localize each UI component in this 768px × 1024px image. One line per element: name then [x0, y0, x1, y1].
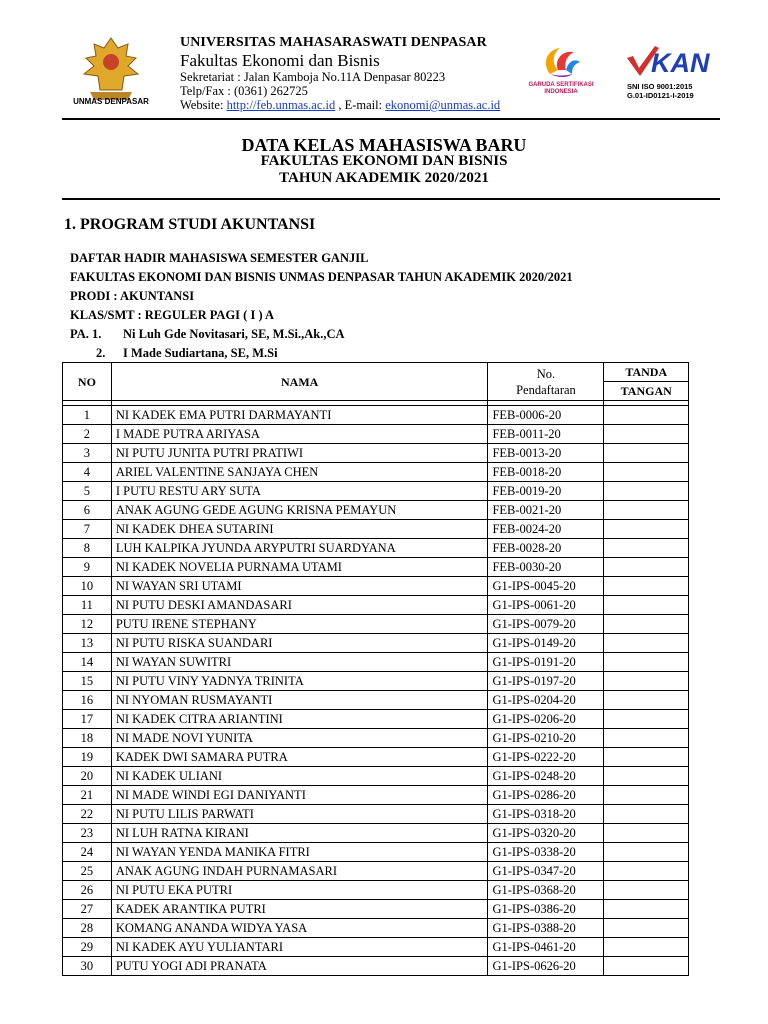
row-number: 18 — [63, 729, 112, 748]
table-row — [63, 672, 689, 691]
table-row — [63, 729, 689, 748]
registration-number: G1-IPS-0204-20 — [488, 691, 604, 710]
signature-cell — [604, 824, 689, 843]
signature-cell — [604, 805, 689, 824]
row-number: 3 — [63, 444, 112, 463]
signature-cell — [604, 444, 689, 463]
signature-cell — [604, 463, 689, 482]
student-name: NI PUTU DESKI AMANDASARI — [111, 596, 488, 615]
signature-cell — [604, 710, 689, 729]
registration-number: G1-IPS-0626-20 — [488, 957, 604, 976]
header-no: NO — [63, 363, 112, 401]
row-number: 5 — [63, 482, 112, 501]
signature-cell — [604, 558, 689, 577]
page-subtitle-year: TAHUN AKADEMIK 2020/2021 — [279, 170, 489, 186]
advisor-2-number: 2. — [96, 346, 106, 360]
advisor-1-name: Ni Luh Gde Novitasari, SE, M.Si.,Ak.,CA — [123, 327, 345, 341]
table-row — [63, 501, 689, 520]
info-advisor-1 — [70, 327, 345, 342]
address-line: Sekretariat : Jalan Kamboja No.11A Denpasar 80223 — [180, 70, 446, 84]
row-number: 15 — [63, 672, 112, 691]
page-subtitle-faculty: FAKULTAS EKONOMI DAN BISNIS — [260, 153, 508, 169]
table-body — [63, 406, 689, 976]
student-name: NI WAYAN SRI UTAMI — [111, 577, 488, 596]
table-row — [63, 634, 689, 653]
registration-number: FEB-0013-20 — [488, 444, 604, 463]
contact-line — [180, 98, 500, 113]
row-number: 2 — [63, 425, 112, 444]
email-label: , E-mail: — [335, 98, 386, 112]
header-registration — [488, 363, 604, 401]
student-name: NI KADEK DHEA SUTARINI — [111, 520, 488, 539]
student-name: ARIEL VALENTINE SANJAYA CHEN — [111, 463, 488, 482]
row-number: 22 — [63, 805, 112, 824]
student-name: LUH KALPIKA JYUNDA ARYPUTRI SUARDYANA — [111, 539, 488, 558]
registration-number: FEB-0028-20 — [488, 539, 604, 558]
table-row — [63, 463, 689, 482]
table-row — [63, 425, 689, 444]
registration-number: G1-IPS-0191-20 — [488, 653, 604, 672]
row-number: 26 — [63, 881, 112, 900]
student-name: KADEK ARANTIKA PUTRI — [111, 900, 488, 919]
registration-number: FEB-0030-20 — [488, 558, 604, 577]
student-name: NI PUTU VINY YADNYA TRINITA — [111, 672, 488, 691]
row-number: 29 — [63, 938, 112, 957]
info-prodi: PRODI : AKUNTANSI — [70, 289, 195, 303]
table-row — [63, 653, 689, 672]
registration-number: G1-IPS-0320-20 — [488, 824, 604, 843]
table-row — [63, 482, 689, 501]
row-number: 20 — [63, 767, 112, 786]
signature-cell — [604, 786, 689, 805]
signature-cell — [604, 672, 689, 691]
signature-cell — [604, 634, 689, 653]
faculty-name: Fakultas Ekonomi dan Bisnis — [180, 51, 380, 70]
table-row — [63, 520, 689, 539]
header-registration-line1: No. — [536, 366, 556, 381]
student-name: NI KADEK ULIANI — [111, 767, 488, 786]
student-name: KADEK DWI SAMARA PUTRA — [111, 748, 488, 767]
table-row — [63, 957, 689, 976]
table-row — [63, 406, 689, 425]
table-row — [63, 767, 689, 786]
registration-number: G1-IPS-0461-20 — [488, 938, 604, 957]
registration-number: G1-IPS-0248-20 — [488, 767, 604, 786]
signature-cell — [604, 653, 689, 672]
row-number: 4 — [63, 463, 112, 482]
student-name: NI LUH RATNA KIRANI — [111, 824, 488, 843]
registration-number: G1-IPS-0206-20 — [488, 710, 604, 729]
advisor-2-name: I Made Sudiartana, SE, M.Si — [123, 346, 278, 360]
info-attendance: DAFTAR HADIR MAHASISWA SEMESTER GANJIL — [70, 251, 369, 265]
table-row — [63, 558, 689, 577]
signature-cell — [604, 881, 689, 900]
table-row — [63, 919, 689, 938]
student-name: NI MADE NOVI YUNITA — [111, 729, 488, 748]
table-row — [63, 615, 689, 634]
registration-number: G1-IPS-0197-20 — [488, 672, 604, 691]
student-name: NI KADEK NOVELIA PURNAMA UTAMI — [111, 558, 488, 577]
signature-cell — [604, 577, 689, 596]
garuda-icon — [512, 44, 610, 82]
student-name: PUTU IRENE STEPHANY — [111, 615, 488, 634]
signature-cell — [604, 957, 689, 976]
signature-cell — [604, 425, 689, 444]
registration-number: G1-IPS-0286-20 — [488, 786, 604, 805]
table-row — [63, 843, 689, 862]
registration-number: G1-IPS-0210-20 — [488, 729, 604, 748]
registration-number: G1-IPS-0338-20 — [488, 843, 604, 862]
garuda-caption: GARUDA SERTIFIKASI INDONESIA — [528, 82, 594, 95]
row-number: 10 — [63, 577, 112, 596]
row-number: 7 — [63, 520, 112, 539]
table-row — [63, 444, 689, 463]
registration-number: G1-IPS-0045-20 — [488, 577, 604, 596]
info-advisor-2 — [70, 346, 278, 361]
row-number: 14 — [63, 653, 112, 672]
student-name: I PUTU RESTU ARY SUTA — [111, 482, 488, 501]
registration-number: FEB-0018-20 — [488, 463, 604, 482]
kan-wordmark: KAN — [651, 48, 710, 78]
title-rule — [62, 198, 720, 200]
signature-cell — [604, 748, 689, 767]
row-number: 16 — [63, 691, 112, 710]
registration-number: G1-IPS-0386-20 — [488, 900, 604, 919]
row-number: 30 — [63, 957, 112, 976]
signature-cell — [604, 919, 689, 938]
registration-number: G1-IPS-0388-20 — [488, 919, 604, 938]
info-faculty-year: FAKULTAS EKONOMI DAN BISNIS UNMAS DENPASAR TAHUN AKADEMIK 2020/2021 — [70, 270, 573, 284]
signature-cell — [604, 596, 689, 615]
registration-number: G1-IPS-0347-20 — [488, 862, 604, 881]
table-row — [63, 900, 689, 919]
table-row — [63, 691, 689, 710]
registration-number: G1-IPS-0368-20 — [488, 881, 604, 900]
table-row — [63, 786, 689, 805]
section-heading: 1. PROGRAM STUDI AKUNTANSI — [64, 216, 316, 233]
kan-standard-line2: G.01-ID0121-I-2019 — [627, 91, 694, 100]
row-number: 9 — [63, 558, 112, 577]
university-name: UNIVERSITAS MAHASARASWATI DENPASAR — [180, 35, 487, 50]
student-name: NI WAYAN YENDA MANIKA FITRI — [111, 843, 488, 862]
student-name: NI WAYAN SUWITRI — [111, 653, 488, 672]
table-row — [63, 862, 689, 881]
kan-standard — [627, 82, 694, 100]
student-name: NI MADE WINDI EGI DANIYANTI — [111, 786, 488, 805]
signature-cell — [604, 767, 689, 786]
row-number: 8 — [63, 539, 112, 558]
header-nama: NAMA — [111, 363, 488, 401]
registration-number: FEB-0019-20 — [488, 482, 604, 501]
signature-cell — [604, 729, 689, 748]
registration-number: G1-IPS-0318-20 — [488, 805, 604, 824]
student-name: NI KADEK AYU YULIANTARI — [111, 938, 488, 957]
table-row — [63, 577, 689, 596]
row-number: 21 — [63, 786, 112, 805]
letterhead-rule — [62, 118, 720, 120]
registration-number: FEB-0024-20 — [488, 520, 604, 539]
attendance-table — [62, 362, 689, 976]
signature-cell — [604, 691, 689, 710]
student-name: NI PUTU JUNITA PUTRI PRATIWI — [111, 444, 488, 463]
signature-cell — [604, 520, 689, 539]
registration-number: FEB-0006-20 — [488, 406, 604, 425]
row-number: 11 — [63, 596, 112, 615]
info-class: KLAS/SMT : REGULER PAGI ( I ) A — [70, 308, 275, 322]
table-row — [63, 881, 689, 900]
row-number: 25 — [63, 862, 112, 881]
table-row — [63, 710, 689, 729]
student-name: ANAK AGUNG GEDE AGUNG KRISNA PEMAYUN — [111, 501, 488, 520]
email-link[interactable]: ekonomi@unmas.ac.id — [385, 98, 501, 112]
registration-number: FEB-0011-20 — [488, 425, 604, 444]
registration-number: G1-IPS-0222-20 — [488, 748, 604, 767]
garuda-certification-logo — [512, 44, 610, 100]
table-row — [63, 938, 689, 957]
registration-number: FEB-0021-20 — [488, 501, 604, 520]
student-name: NI PUTU LILIS PARWATI — [111, 805, 488, 824]
student-name: NI KADEK CITRA ARIANTINI — [111, 710, 488, 729]
website-link[interactable]: http://feb.unmas.ac.id — [226, 98, 336, 112]
header-signature-line1: TANDA — [604, 363, 689, 382]
signature-cell — [604, 843, 689, 862]
row-number: 6 — [63, 501, 112, 520]
signature-cell — [604, 615, 689, 634]
table-row — [63, 748, 689, 767]
signature-cell — [604, 900, 689, 919]
row-number: 13 — [63, 634, 112, 653]
phone-line: Telp/Fax : (0361) 262725 — [180, 84, 308, 98]
logo-caption: UNMAS DENPASAR — [73, 97, 149, 106]
row-number: 12 — [63, 615, 112, 634]
table-row — [63, 805, 689, 824]
signature-cell — [604, 406, 689, 425]
student-name: PUTU YOGI ADI PRANATA — [111, 957, 488, 976]
signature-cell — [604, 539, 689, 558]
student-name: NI PUTU EKA PUTRI — [111, 881, 488, 900]
row-number: 17 — [63, 710, 112, 729]
letterhead — [0, 0, 768, 120]
student-name: NI NYOMAN RUSMAYANTI — [111, 691, 488, 710]
table-row — [63, 539, 689, 558]
registration-number: G1-IPS-0149-20 — [488, 634, 604, 653]
header-registration-line2: Pendaftaran — [516, 382, 576, 397]
registration-number: G1-IPS-0079-20 — [488, 615, 604, 634]
row-number: 24 — [63, 843, 112, 862]
kan-certification-logo — [625, 44, 725, 100]
signature-cell — [604, 482, 689, 501]
header-signature-line2: TANGAN — [604, 382, 689, 401]
row-number: 1 — [63, 406, 112, 425]
website-label: Website: — [180, 98, 227, 112]
registration-number: G1-IPS-0061-20 — [488, 596, 604, 615]
signature-cell — [604, 862, 689, 881]
row-number: 23 — [63, 824, 112, 843]
signature-cell — [604, 501, 689, 520]
row-number: 27 — [63, 900, 112, 919]
advisor-label: PA. 1. — [70, 327, 102, 341]
kan-standard-line1: SNI ISO 9001:2015 — [627, 82, 693, 91]
student-name: NI KADEK EMA PUTRI DARMAYANTI — [111, 406, 488, 425]
table-row — [63, 596, 689, 615]
student-name: I MADE PUTRA ARIYASA — [111, 425, 488, 444]
signature-cell — [604, 938, 689, 957]
table-row — [63, 824, 689, 843]
row-number: 28 — [63, 919, 112, 938]
student-name: KOMANG ANANDA WIDYA YASA — [111, 919, 488, 938]
table-header-row — [63, 363, 689, 382]
page-title: DATA KELAS MAHASISWA BARU — [241, 135, 527, 155]
student-name: NI PUTU RISKA SUANDARI — [111, 634, 488, 653]
student-name: ANAK AGUNG INDAH PURNAMASARI — [111, 862, 488, 881]
row-number: 19 — [63, 748, 112, 767]
